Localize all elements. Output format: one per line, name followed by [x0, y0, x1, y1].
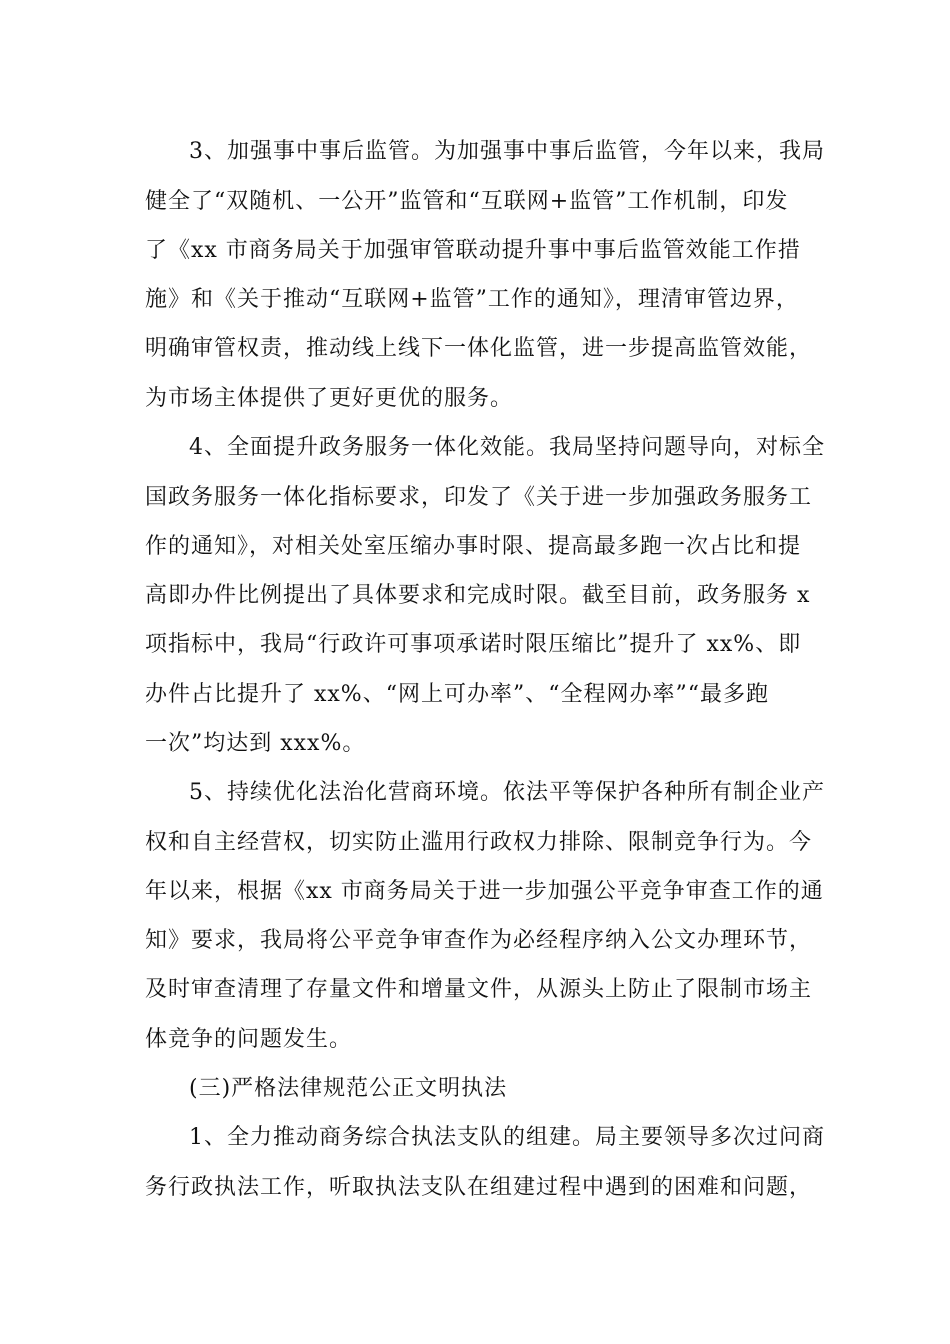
paragraph-4-line-5: 项指标中，我局“行政许可事项承诺时限压缩比”提升了 xx%、即	[145, 632, 802, 657]
paragraph-3-line-5: 明确审管权责，推动线上线下一体化监管，进一步提高监管效能，	[145, 336, 813, 361]
paragraph-1-line-2: 务行政执法工作，听取执法支队在组建过程中遇到的困难和问题，	[145, 1175, 813, 1200]
paragraph-5-line-4: 知》要求，我局将公平竞争审查作为必经程序纳入公文办理环节，	[145, 928, 813, 953]
paragraph-3-line-3: 了《xx 市商务局关于加强审管联动提升事中事后监管效能工作措	[145, 238, 801, 263]
paragraph-5-line-3: 年以来，根据《xx 市商务局关于进一步加强公平竞争审查工作的通	[145, 879, 824, 904]
paragraph-4-line-1: 4、全面提升政务服务一体化效能。我局坚持问题导向，对标全	[189, 435, 825, 460]
paragraph-3-line-6: 为市场主体提供了更好更优的服务。	[145, 386, 514, 411]
paragraph-1-line-1: 1、全力推动商务综合执法支队的组建。局主要领导多次过问商	[189, 1125, 825, 1150]
paragraph-4-line-6: 办件占比提升了 xx%、“网上可办率”、“全程网办率”“最多跑	[145, 682, 769, 707]
paragraph-4-line-4: 高即办件比例提出了具体要求和完成时限。截至目前，政务服务 x	[145, 583, 811, 608]
paragraph-5-line-5: 及时审查清理了存量文件和增量文件，从源头上防止了限制市场主	[145, 977, 813, 1002]
paragraph-4-line-3: 作的通知》，对相关处室压缩办事时限、提高最多跑一次占比和提	[145, 534, 802, 559]
paragraph-5-line-1: 5、持续优化法治化营商环境。依法平等保护各种所有制企业产	[189, 780, 825, 805]
document-body	[145, 0, 825, 1344]
section-heading-3: (三)严格法律规范公正文明执法	[189, 1076, 508, 1101]
paragraph-3-line-2: 健全了“双随机、一公开”监管和“互联网+监管”工作机制，印发	[145, 189, 789, 214]
paragraph-4-line-7: 一次”均达到 xxx%。	[145, 731, 366, 756]
paragraph-5-line-6: 体竞争的问题发生。	[145, 1027, 353, 1052]
paragraph-4-line-2: 国政务服务一体化指标要求，印发了《关于进一步加强政务服务工	[145, 485, 813, 510]
paragraph-5-line-2: 权和自主经营权，切实防止滥用行政权力排除、限制竞争行为。今	[145, 830, 813, 855]
paragraph-3-line-4: 施》和《关于推动“互联网+监管”工作的通知》，理清审管边界，	[145, 287, 799, 312]
paragraph-3-line-1: 3、加强事中事后监管。为加强事中事后监管，今年以来，我局	[189, 139, 825, 164]
